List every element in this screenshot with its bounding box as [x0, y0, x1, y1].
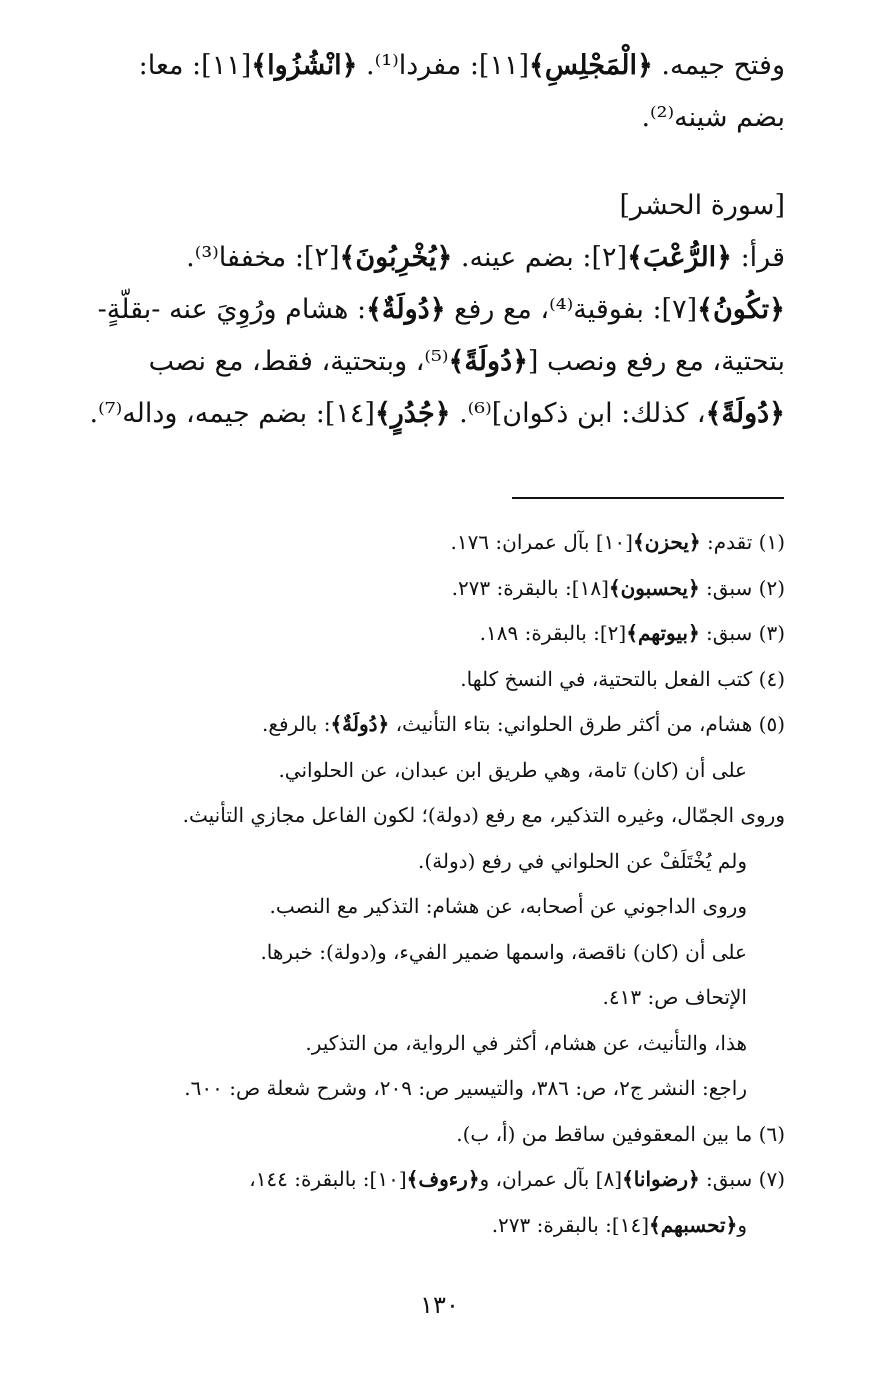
- text-run: ولم يُخْتَلَفْ عن الحلواني في رفع (دولة).: [418, 848, 747, 873]
- text-run: على أن (كان) ناقصة، واسمها ضمير الفيء، و(دولة): خبرها.: [260, 939, 747, 964]
- text-run: [٨] بآل عمران، و: [479, 1167, 623, 1191]
- quran-word: ﴿انْشُزُوا﴾: [251, 50, 358, 81]
- main-line: [60, 232, 785, 284]
- quran-word: ﴿يحسبون﴾: [608, 575, 700, 600]
- footnotes: [60, 520, 785, 1248]
- footnote-line: [60, 566, 785, 612]
- text-run: [٢]: بالبقرة: ١٨٩.: [479, 621, 627, 645]
- text-run: على أن (كان) تامة، وهي طريق ابن عبدان، عن الحلواني.: [278, 757, 747, 782]
- main-line: [60, 92, 785, 144]
- footnote-line: [60, 975, 785, 1021]
- text-run: [١٨]: بالبقرة: ٢٧٣.: [451, 575, 609, 600]
- footnote-divider: [512, 497, 784, 499]
- main-line: [60, 336, 785, 388]
- text-run: (١) تقدم:: [700, 530, 785, 554]
- text-run: (٤) كتب الفعل بالتحتية، في النسخ كلها.: [460, 666, 785, 691]
- text-run: راجع: النشر ج٢، ص: ٣٨٦، والتيسير ص: ٢٠٩، وشرح شعلة ص: ٦٠٠.: [184, 1076, 747, 1100]
- quran-word: ﴿الْمَجْلِسِ﴾: [529, 50, 653, 81]
- quran-word: ﴿يحزن﴾: [632, 530, 701, 554]
- text-run: [١١]: معا:: [138, 50, 252, 81]
- quran-word: ﴿رضوانا﴾: [622, 1167, 700, 1191]
- quran-word: ﴿جُدُرٍ﴾: [374, 398, 451, 429]
- quran-word: ﴿تحسبهم﴾: [649, 1212, 738, 1237]
- page-number: ١٣٠: [420, 1291, 459, 1319]
- text-run: [١٤]: بالبقرة: ٢٧٣.: [491, 1212, 649, 1237]
- text-run: [١٤]: بضم جيمه، وداله⁽⁷⁾.: [89, 398, 375, 429]
- footnote-line: [60, 657, 785, 703]
- quran-word: ﴿دُولَةً﴾: [705, 398, 785, 429]
- footnote-line: [60, 611, 785, 657]
- footnote-line: [60, 930, 785, 976]
- text-run: : هشام ورُوِيَ عنه -بقلّةٍ-: [97, 294, 367, 325]
- text-run: [١٠] بآل عمران: ١٧٦.: [450, 530, 633, 554]
- text-run: ، كذلك: ابن ذكوان]⁽⁶⁾.: [450, 398, 706, 429]
- text-run: [١٠]: بالبقرة: ١٤٤،: [249, 1167, 407, 1191]
- quran-word: ﴿يُخْرِبُونَ﴾: [339, 242, 453, 273]
- text-run: ⁽⁵⁾، وبتحتية، فقط، مع نصب: [148, 346, 449, 377]
- text-run: هذا، والتأنيث، عن هشام، أكثر في الرواية، من التذكير.: [305, 1030, 747, 1055]
- footnote-line: [60, 520, 785, 566]
- text-run: (٧) سبق:: [699, 1167, 785, 1191]
- quran-word: ﴿الرُّعْبَ﴾: [627, 242, 732, 273]
- quran-word: ﴿دُولَةً﴾: [448, 346, 528, 377]
- text-run: [١١]: مفردا⁽¹⁾.: [357, 50, 530, 81]
- quran-word: ﴿دُولَةٌ﴾: [330, 712, 390, 736]
- text-run: (٥) هشام، من أكثر طرق الحلواني: بتاء التأنيث،: [389, 712, 785, 736]
- text-run: وروى الجمّال، وغيره التذكير، مع رفع (دولة)؛ لكون الفاعل مجازي التأنيث.: [182, 803, 785, 827]
- main-text: [60, 40, 785, 440]
- text-run: (٦) ما بين المعقوفين ساقط من (أ، ب).: [456, 1121, 785, 1146]
- text-run: (٣) سبق:: [699, 621, 785, 645]
- text-run: : بالرفع.: [261, 712, 331, 736]
- quran-word: ﴿تكُونُ﴾: [697, 294, 785, 325]
- text-run: بضم شينه⁽²⁾.: [641, 102, 785, 133]
- footnote-line: [60, 884, 785, 930]
- quran-word: ﴿رءوف﴾: [406, 1167, 480, 1191]
- text-run: [٢]: بضم عينه.: [452, 242, 628, 273]
- text-run: [٢]: مخففا⁽³⁾.: [186, 242, 340, 273]
- text-run: وروى الداجوني عن أصحابه، عن هشام: التذكير مع النصب.: [269, 894, 747, 918]
- text-run: [سورة الحشر]: [619, 190, 785, 221]
- footnote-line: [60, 1021, 785, 1067]
- text-run: (٢) سبق:: [699, 575, 785, 600]
- text-run: [٧]: بفوقية⁽⁴⁾، مع رفع: [445, 294, 698, 325]
- main-line: [60, 284, 785, 336]
- quran-word: ﴿بيوتهم﴾: [626, 621, 700, 645]
- section-heading: [60, 180, 785, 232]
- main-line: [60, 40, 785, 92]
- text-run: بتحتية، مع رفع ونصب [: [527, 346, 785, 377]
- footnote-line: [60, 1112, 785, 1158]
- footnote-line: [60, 1157, 785, 1203]
- text-run: الإتحاف ص: ٤١٣.: [602, 985, 747, 1009]
- quran-word: ﴿دُولَةٌ﴾: [366, 294, 446, 325]
- footnote-line: [60, 793, 785, 839]
- footnote-line: [60, 702, 785, 748]
- main-line: [60, 388, 785, 440]
- footnote-line: [60, 1203, 785, 1249]
- text-run: و: [737, 1212, 747, 1237]
- text-run: قرأ:: [732, 242, 785, 273]
- text-run: وفتح جيمه.: [652, 50, 785, 81]
- footnote-line: [60, 839, 785, 885]
- footnote-line: [60, 1066, 785, 1112]
- footnote-line: [60, 748, 785, 794]
